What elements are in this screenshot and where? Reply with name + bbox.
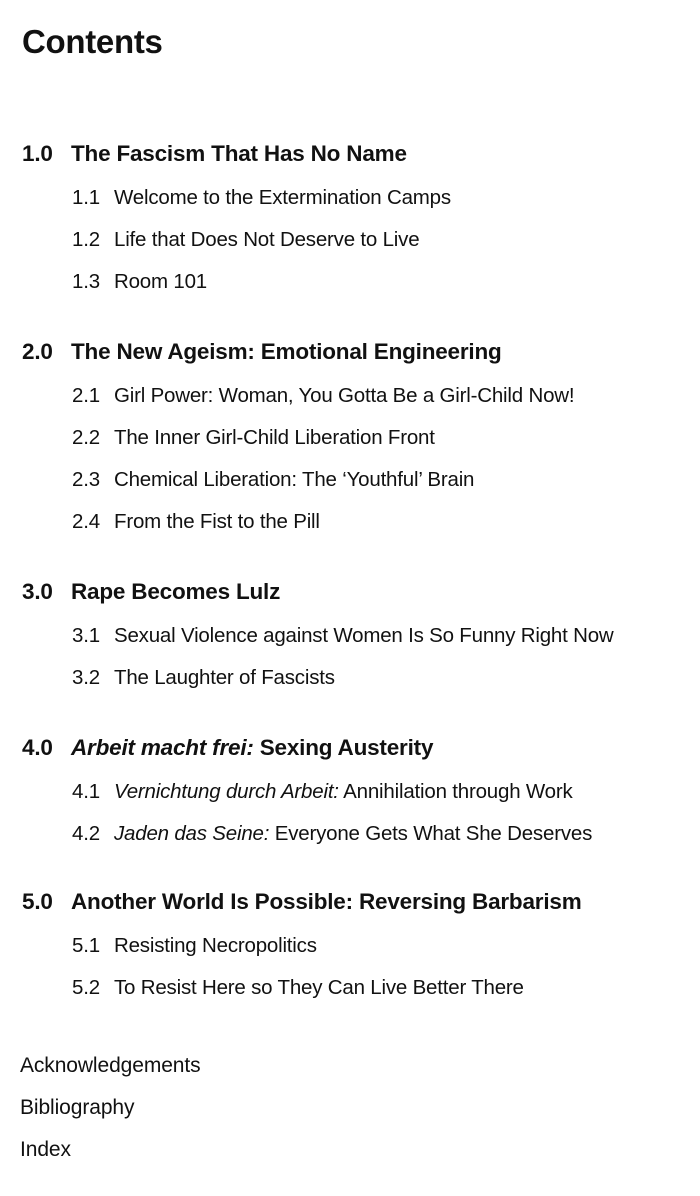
section-entry[interactable] — [72, 975, 692, 1001]
chapter-5 — [22, 887, 692, 1001]
section-entry[interactable] — [72, 185, 692, 211]
chapter-heading[interactable] — [22, 139, 692, 169]
chapter-title: Sexing Austerity — [253, 735, 434, 760]
section-entry[interactable] — [72, 227, 692, 253]
section-title: Resisting Necropolitics — [114, 934, 317, 957]
section-title: Annihilation through Work — [338, 780, 573, 803]
section-number: 1.1 — [72, 186, 100, 209]
chapter-4 — [22, 733, 692, 847]
section-number: 2.4 — [72, 510, 100, 533]
section-entry[interactable] — [72, 665, 692, 691]
chapter-title: Another World Is Possible: Reversing Barbarism — [71, 889, 582, 914]
section-title: From the Fist to the Pill — [114, 510, 320, 533]
section-title: Sexual Violence against Women Is So Funny Right Now — [114, 624, 614, 647]
section-entry[interactable] — [72, 821, 692, 847]
section-number: 2.3 — [72, 468, 100, 491]
chapter-number: 5.0 — [22, 889, 53, 914]
chapter-heading[interactable] — [22, 337, 692, 367]
section-number: 5.2 — [72, 976, 100, 999]
section-title: To Resist Here so They Can Live Better There — [114, 976, 524, 999]
chapter-title-italic: Arbeit macht frei: — [71, 735, 254, 760]
section-entry[interactable] — [72, 623, 692, 649]
section-entry[interactable] — [72, 933, 692, 959]
section-title-italic: Jaden das Seine: — [114, 822, 270, 845]
chapter-number: 1.0 — [22, 141, 53, 166]
section-number: 4.1 — [72, 780, 100, 803]
section-entry[interactable] — [72, 425, 692, 451]
section-number: 4.2 — [72, 822, 100, 845]
section-title: Girl Power: Woman, You Gotta Be a Girl-Child Now! — [114, 384, 575, 407]
section-number: 3.1 — [72, 624, 100, 647]
chapter-1 — [22, 139, 692, 295]
section-title: Chemical Liberation: The ‘Youthful’ Brain — [114, 468, 475, 491]
section-title: The Inner Girl-Child Liberation Front — [114, 426, 435, 449]
section-entry[interactable] — [72, 269, 692, 295]
section-number: 2.1 — [72, 384, 100, 407]
back-matter-bibliography[interactable]: Bibliography — [20, 1096, 135, 1119]
chapter-heading[interactable] — [22, 733, 692, 763]
page-title: Contents — [22, 23, 163, 60]
chapter-heading[interactable] — [22, 887, 692, 917]
section-title: Everyone Gets What She Deserves — [269, 822, 593, 845]
back-matter-acknowledgements[interactable]: Acknowledgements — [20, 1054, 201, 1077]
chapter-number: 2.0 — [22, 339, 53, 364]
chapter-title: Rape Becomes Lulz — [71, 579, 281, 604]
section-number: 3.2 — [72, 666, 100, 689]
chapter-3 — [22, 577, 692, 691]
chapter-title: The New Ageism: Emotional Engineering — [71, 339, 502, 364]
chapter-title: The Fascism That Has No Name — [71, 141, 407, 166]
chapter-number: 3.0 — [22, 579, 53, 604]
chapter-heading[interactable] — [22, 577, 692, 607]
back-matter-index[interactable]: Index — [20, 1138, 71, 1161]
section-title: Room 101 — [114, 270, 207, 293]
section-number: 5.1 — [72, 934, 100, 957]
section-entry[interactable] — [72, 467, 692, 493]
section-title: Life that Does Not Deserve to Live — [114, 228, 420, 251]
section-number: 1.3 — [72, 270, 100, 293]
section-entry[interactable] — [72, 509, 692, 535]
section-title: Welcome to the Extermination Camps — [114, 186, 451, 209]
section-title-italic: Vernichtung durch Arbeit: — [114, 780, 339, 803]
section-number: 1.2 — [72, 228, 100, 251]
chapter-number: 4.0 — [22, 735, 53, 760]
section-title: The Laughter of Fascists — [114, 666, 335, 689]
chapter-2 — [22, 337, 692, 535]
section-entry[interactable] — [72, 383, 692, 409]
section-entry[interactable] — [72, 779, 692, 805]
section-number: 2.2 — [72, 426, 100, 449]
